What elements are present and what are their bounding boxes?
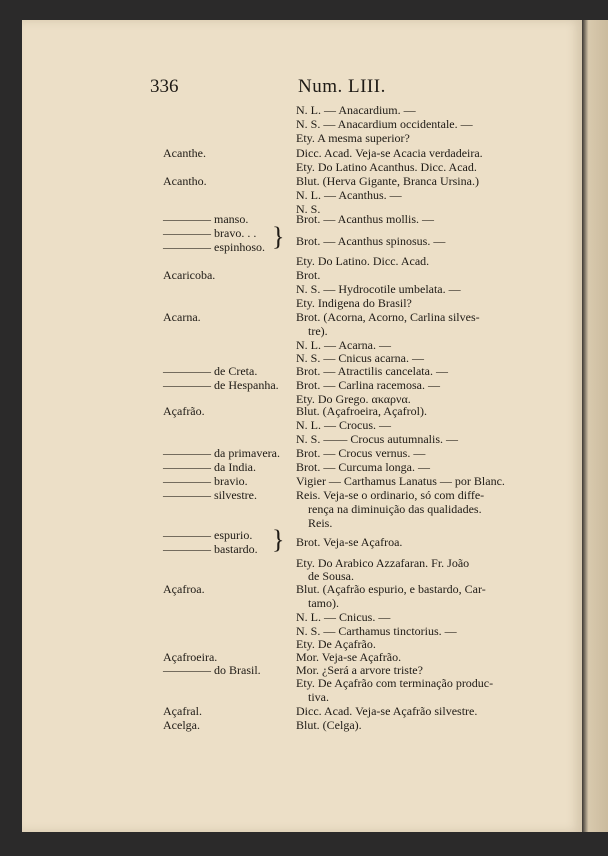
entry-term: ———— da primavera. xyxy=(163,446,280,460)
entry-definition: N. S. —— Crocus autumnalis. — xyxy=(296,432,458,446)
entry-definition: N. S. xyxy=(296,202,321,216)
entry-definition: N. S. — Carthamus tinctorius. — xyxy=(296,624,457,638)
entry-definition: Brot. — Carlina racemosa. — xyxy=(296,378,440,392)
entry-term: Açafral. xyxy=(163,704,202,718)
entry-definition: Brot. — Atractilis cancelata. — xyxy=(296,364,448,378)
entry-definition: Blut. (Açafroeira, Açafrol). xyxy=(296,404,427,418)
brace-espurio-bastardo: } xyxy=(272,525,285,554)
entry-definition: N. S. — Cnicus acarna. — xyxy=(296,351,424,365)
entry-term: Acelga. xyxy=(163,718,200,732)
entry-definition: rença na diminuição das qualidades. xyxy=(308,502,482,516)
entry-definition: Ety. De Açafrão. xyxy=(296,637,376,651)
page-gutter xyxy=(582,20,608,832)
entry-term: ———— espurio. xyxy=(163,528,253,542)
entry-term: Acaricoba. xyxy=(163,268,216,282)
entry-definition: N. L. — Anacardium. — xyxy=(296,103,416,117)
page-title: Num. LIII. xyxy=(298,76,386,97)
entry-definition: Brot. — Acanthus spinosus. — xyxy=(296,234,446,248)
entry-definition: N. L. — Acanthus. — xyxy=(296,188,402,202)
entry-definition: Brot. — Curcuma longa. — xyxy=(296,460,430,474)
entry-term: ———— bastardo. xyxy=(163,542,258,556)
entry-definition: Mor. Veja-se Açafrão. xyxy=(296,650,402,664)
brace-bravo-espinhoso: } xyxy=(272,222,285,251)
entry-definition: Ety. Do Grego. ακαρνα. xyxy=(296,392,411,406)
entry-definition: Ety. A mesma superior? xyxy=(296,131,410,145)
entry-definition: Ety. Do Latino Acanthus. Dicc. Acad. xyxy=(296,160,477,174)
entry-term: ———— do Brasil. xyxy=(163,663,261,677)
entry-term: ———— da India. xyxy=(163,460,256,474)
entry-definition: Reis. Veja-se o ordinario, só com diffe- xyxy=(296,488,485,502)
entry-definition: tre). xyxy=(308,324,328,338)
entry-definition: Ety. Do Latino. Dicc. Acad. xyxy=(296,254,430,268)
entry-term: ———— de Hespanha. xyxy=(163,378,279,392)
entry-definition: Reis. xyxy=(308,516,333,530)
entry-term: ———— bravio. xyxy=(163,474,248,488)
entry-definition: Ety. De Açafrão com terminação produc- xyxy=(296,676,494,690)
entry-definition: Brot. (Acorna, Acorno, Carlina silves- xyxy=(296,310,480,324)
entry-definition: Ety. Do Arabico Azzafaran. Fr. João xyxy=(296,556,470,570)
entry-term: ———— bravo. . . xyxy=(163,226,257,240)
entry-definition: Mor. ¿Será a arvore triste? xyxy=(296,663,423,677)
entry-term: ———— espinhoso. xyxy=(163,240,265,254)
entry-definition: N. L. — Crocus. — xyxy=(296,418,391,432)
entry-definition: de Sousa. xyxy=(308,569,354,583)
entry-term: ———— de Creta. xyxy=(163,364,258,378)
entry-definition: Brot. — Crocus vernus. — xyxy=(296,446,426,460)
entry-definition: tamo). xyxy=(308,596,339,610)
entry-definition: Ety. Indigena do Brasil? xyxy=(296,296,412,310)
entry-term: Acarna. xyxy=(163,310,201,324)
entry-definition: N. L. — Cnicus. — xyxy=(296,610,391,624)
entry-definition: Dicc. Acad. Veja-se Acacia verdadeira. xyxy=(296,146,483,160)
entry-term: Açafroa. xyxy=(163,582,205,596)
entry-definition: Brot. xyxy=(296,268,321,282)
entry-term: ———— silvestre. xyxy=(163,488,257,502)
entry-definition: Brot. Veja-se Açafroa. xyxy=(296,535,403,549)
entry-term: Acanthe. xyxy=(163,146,206,160)
entry-term: Açafroeira. xyxy=(163,650,218,664)
entry-term: ———— manso. xyxy=(163,212,249,226)
entry-term: Acantho. xyxy=(163,174,207,188)
entry-definition: Blut. (Açafrão espurio, e bastardo, Car- xyxy=(296,582,486,596)
entry-definition: Brot. — Acanthus mollis. — xyxy=(296,212,434,226)
entry-definition: N. S. — Hydrocotile umbelata. — xyxy=(296,282,461,296)
entry-definition: Blut. (Celga). xyxy=(296,718,362,732)
entry-definition: N. S. — Anacardium occidentale. — xyxy=(296,117,473,131)
entry-term: Açafrão. xyxy=(163,404,205,418)
entry-definition: Vigier — Carthamus Lanatus — por Blanc. xyxy=(296,474,505,488)
entry-definition: N. L. — Acarna. — xyxy=(296,338,391,352)
entry-definition: Blut. (Herva Gigante, Branca Ursina.) xyxy=(296,174,479,188)
page-number: 336 xyxy=(150,76,179,97)
entry-definition: tiva. xyxy=(308,690,329,704)
entry-definition: Dicc. Acad. Veja-se Açafrão silvestre. xyxy=(296,704,478,718)
